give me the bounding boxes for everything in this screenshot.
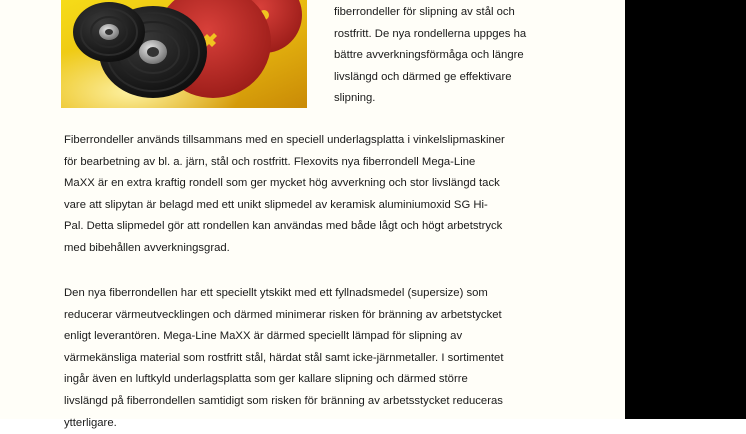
- intro-line: slipning.: [334, 92, 376, 105]
- paragraph-line: Pal. Detta slipmedel gör att rondellen kan användas med både lågt och högt arbetstryck: [64, 220, 503, 233]
- paragraph-line: enligt leverantören. Mega-Line MaXX är därmed speciellt lämpad för slipning av: [64, 330, 463, 343]
- paragraph-line: ingår även en luftkyld underlagsplatta som ger kallare slipning och därmed större: [64, 373, 468, 386]
- paragraph-line: för bearbetning av bl. a. järn, stål och rostfritt. Flexovits nya fiberrondell Mega-Line: [64, 155, 476, 168]
- paragraph-line: reducerar värmeutvecklingen och därmed minimerar risken för bränning av arbetstycket: [64, 308, 502, 321]
- intro-line: livslängd och därmed ge effektivare: [334, 70, 512, 83]
- paragraph-line: vare att slipytan är belagd med ett unikt slipmedel av keramisk aluminiumoxid SG Hi-: [64, 198, 488, 211]
- paragraph-line: med bibehållen avverkningsgrad.: [64, 241, 230, 254]
- intro-line: bättre avverkningsförmåga och längre: [334, 49, 524, 62]
- intro-line: fiberrondeller för slipning av stål och: [334, 6, 515, 18]
- intro-line: rostfritt. De nya rondellerna uppges ha: [334, 27, 527, 40]
- backing-pad-small: [73, 2, 145, 62]
- paragraph-line: ytterligare.: [64, 416, 117, 429]
- paragraph-line: Den nya fiberrondellen har ett speciellt ytskikt med ett fyllnadsmedel (supersize) som: [64, 287, 488, 299]
- paragraph-line: MaXX är en extra kraftig rondell som ger mycket hög avverkning och stor livslängd tack: [64, 177, 500, 190]
- paragraph-line: värmekänsliga material som rostfritt stål, härdat stål samt icke-järnmetaller. I sortimentet: [64, 351, 504, 364]
- body-paragraph-1: [64, 130, 624, 260]
- intro-text: [334, 2, 604, 110]
- body-paragraph-2: [64, 283, 624, 434]
- paragraph-line: livslängd på fiberrondellen samtidigt som risken för bränning av arbetsstycket reduceras: [64, 394, 503, 407]
- product-image: [61, 0, 307, 108]
- right-sidebar: [625, 0, 746, 419]
- paragraph-line: Fiberrondeller används tillsammans med en speciell underlagsplatta i vinkelslipmaskiner: [64, 134, 505, 146]
